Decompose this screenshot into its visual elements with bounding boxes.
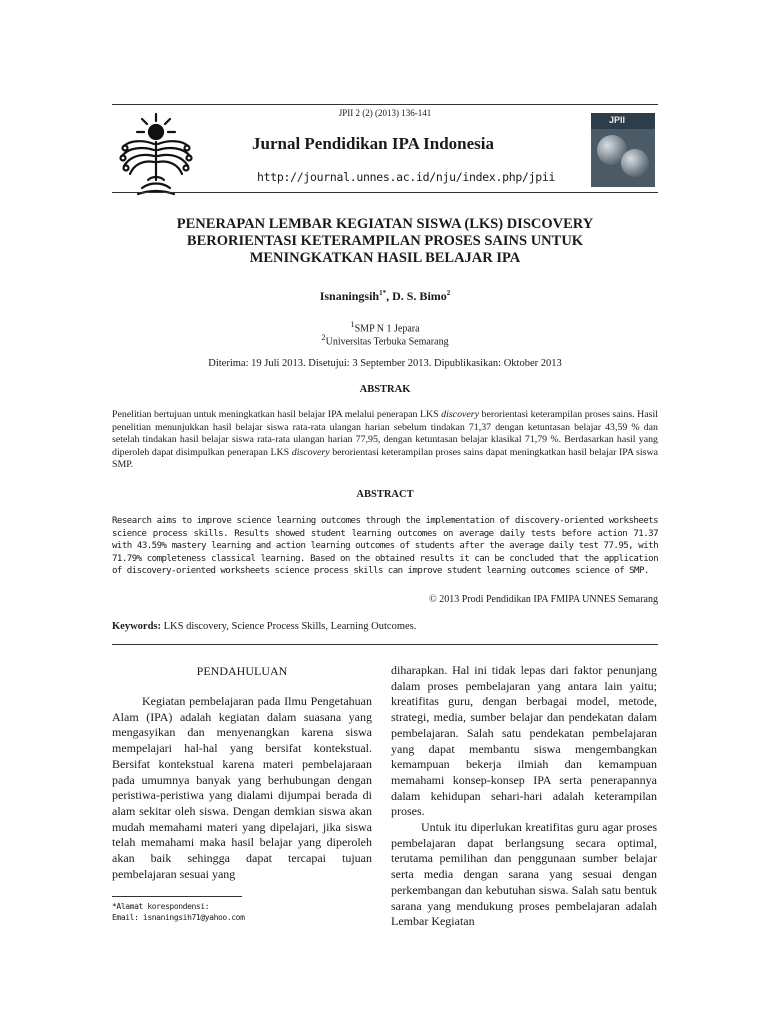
author-name: Isnaningsih — [319, 289, 380, 303]
body-paragraph: Kegiatan pembelajaran pada Ilmu Pengetahuan Alam (IPA) adalah kegiatan dalam suasana yang mengasyikan dan menyenangkan karena siswa mempelajari hal-hal yang bersifat kontekstual. Bersifat kontekstual karena materi pembelajaraan pada umumnya banyak yang berhubungan dengan peristiwa-peristiwa yang dialami dijumpai berada di alam sekitar oleh siswa. Dengan demkian siswa akan mudah memahami materi yang dipelajari, jika siswa telah memahami maka hasil belajar yang diperoleh akan baik sehingga dapat tercapai tujuan pembelajaran sesuai yang — [112, 694, 372, 881]
affiliation-text: Universitas Terbuka Semarang — [325, 336, 449, 348]
affiliation-marker: 2 — [321, 333, 326, 342]
paper-title — [112, 216, 658, 267]
affiliation-marker: 1 — [350, 320, 355, 329]
footnote — [112, 901, 245, 923]
author-name: , D. S. Bimo — [386, 289, 447, 303]
keywords-value: LKS discovery, Science Process Skills, Learning Outcomes. — [161, 621, 417, 632]
footnote-email: Email: isnaningsih71@yahoo.com — [112, 913, 245, 922]
cover-lens-icon — [621, 149, 649, 177]
body-column-left — [112, 694, 372, 882]
journal-url-link[interactable]: http://journal.unnes.ac.id/nju/index.php/jpii — [257, 170, 556, 184]
abstrak-segment: berorientasi keterampilan proses sains dapat meningkatkan hasil belajar IPA siswa SMP. — [112, 446, 658, 471]
footnote-line: *Alamat korespondensi: — [112, 902, 210, 911]
journal-reference: JPII 2 (2) (2013) 136-141 — [338, 108, 432, 118]
abstrak-heading: ABSTRAK — [359, 384, 411, 395]
keywords-label: Keywords: — [112, 621, 161, 632]
header-bottom-rule — [112, 192, 658, 193]
body-column-right — [391, 663, 657, 930]
abstract-heading: ABSTRACT — [356, 489, 414, 500]
cover-title: JPII — [609, 115, 626, 125]
author-list — [112, 289, 658, 304]
header-top-rule — [112, 104, 658, 105]
abstrak-text — [112, 409, 658, 472]
publication-dates: Diterima: 19 Juli 2013. Disetujui: 3 September 2013. Dipublikasikan: Oktober 2013 — [208, 358, 562, 369]
journal-cover-thumbnail — [591, 113, 655, 187]
abstrak-italic: discovery — [291, 446, 330, 458]
abstrak-segment: Penelitian bertujuan untuk meningkatkan hasil belajar IPA melalui penerapan LKS — [112, 409, 442, 420]
paper-title-line: BERORIENTASI KETERAMPILAN PROSES SAINS UNTUK — [186, 233, 584, 249]
body-paragraph: Untuk itu diperlukan kreatifitas guru agar proses pembelajaran dapat berlangsung secara optimal, terutama pemilihan dan penggunaan sumber belajar serta media dengan sarana yang sesuai dengan perkembangan dan kebutuhan siswa. Salah satu bentuk sarana yang mendukung proses pembelajaran adalah Lembar Kegiatan — [391, 820, 657, 929]
author-marker: 2 — [446, 289, 451, 297]
paper-title-line: PENERAPAN LEMBAR KEGIATAN SISWA (LKS) DISCOVERY — [176, 216, 594, 232]
abstrak-segment: berorientasi keterampilan proses sains. Hasil penelitian menunjukkan hasil belajar siswa rata-rata ulangan harian sebelum tindakan 71,37 dengan ketuntasan belajar 43,59 % dan setelah tindakan hasil belajar siswa rata-rata ulangan harian 77,95, dengan ketuntasan belajar klasikal 71,79 %. Berdasarkan hasil yang diperoleh dapat disimpulkan penerapan LKS — [112, 409, 659, 458]
footnote-rule — [112, 896, 242, 897]
university-emblem-icon — [118, 110, 194, 196]
keywords — [112, 621, 416, 632]
author-marker: 1* — [379, 289, 387, 297]
paper-title-line: MENINGKATKAN HASIL BELAJAR IPA — [249, 250, 521, 266]
keywords-rule — [112, 644, 658, 645]
section-heading-pendahuluan: PENDAHULUAN — [196, 664, 288, 678]
abstrak-italic: discovery — [441, 409, 479, 420]
copyright-notice: © 2013 Prodi Pendidikan IPA FMIPA UNNES Semarang — [429, 594, 658, 605]
body-paragraph: diharapkan. Hal ini tidak lepas dari faktor penunjang dalam proses pembelajaran yang antara lain yaitu; kreatifitas guru, dengan berbagai model, metode, strategi, media, sumber belajar dan pendekatan dalam pembelajaran. Salah satu pendekatan pembelajaran yang dapat membantu siswa mengembangkan kemampuan bekerja ilmiah dan kemampuan memahami konsep-konsep IPA serta penerapannya dalam kehidupan sehari-hari adalah keterampilan proses. — [391, 663, 657, 819]
journal-name: Jurnal Pendidikan IPA Indonesia — [252, 134, 495, 153]
abstract-text: Research aims to improve science learning outcomes through the implementation of discovery-oriented worksheets science process skills. Results showed student learning outcomes on average daily tests before action 71.37 with 43.59% mastery learning and action learning outcomes of students after the average daily test 77.95, with 71.79% completeness classical learning. Based on the obtained results it can be concluded that the application of discovery-oriented worksheets science process skills can improve student learning outcomes science of SMP. — [112, 516, 658, 577]
affiliation-2 — [112, 331, 658, 348]
affiliation-text: SMP N 1 Jepara — [354, 323, 420, 335]
